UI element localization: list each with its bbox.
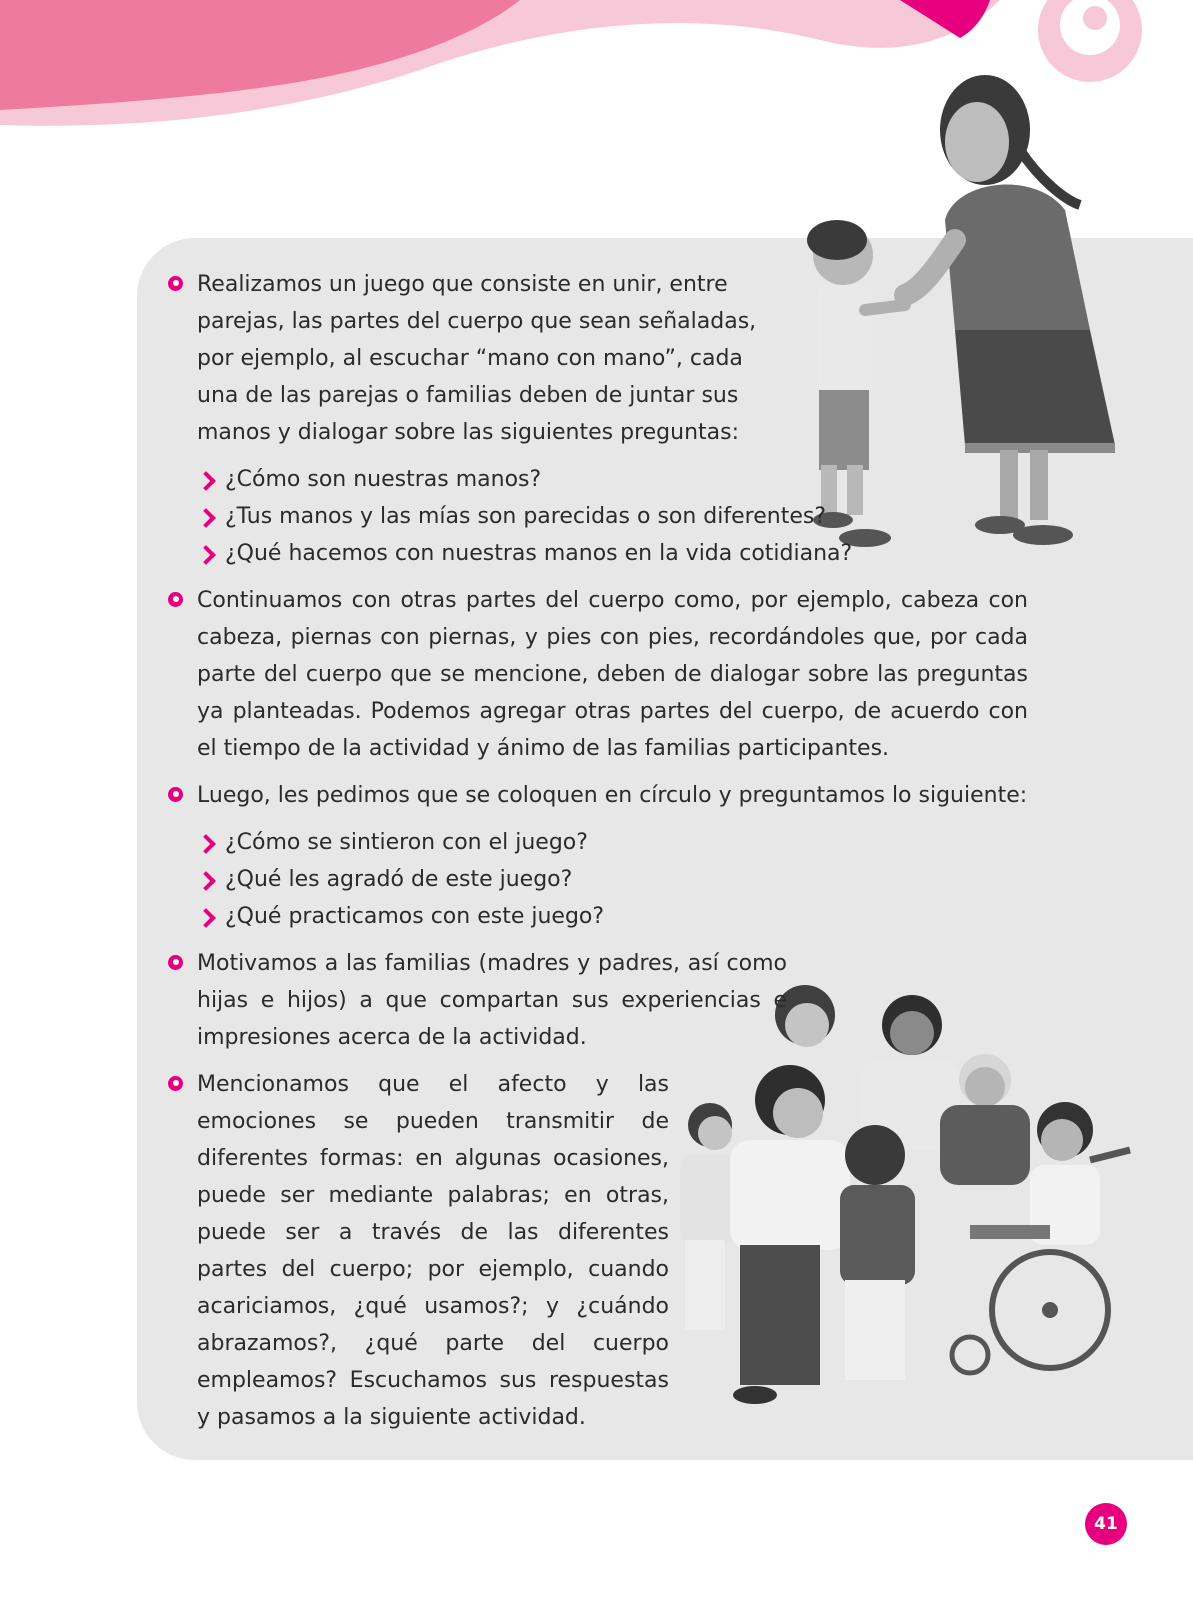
chevron-right-icon	[196, 508, 216, 528]
chevron-right-icon	[196, 471, 216, 491]
activity-instructions	[168, 266, 1028, 1446]
question-item	[197, 898, 1028, 935]
instruction-item	[168, 266, 1028, 572]
chevron-right-icon	[196, 545, 216, 565]
chevron-right-icon	[196, 834, 216, 854]
question-text: ¿Qué hacemos con nuestras manos en la vida cotidiana?	[225, 541, 853, 566]
instruction-text: Motivamos a las familias (madres y padres, así como hijas e hijos) a que compartan sus experiencias e impresiones acerca de la actividad.	[197, 951, 787, 1050]
instruction-item	[168, 582, 1028, 767]
instruction-text: Continuamos con otras partes del cuerpo como, por ejemplo, cabeza con cabeza, piernas con piernas, y pies con pies, recordándoles que, por cada parte del cuerpo que se mencione, deben de dialogar sobre las preguntas ya planteadas. Podemos agregar otras partes del cuerpo, de acuerdo con el tiempo de la actividad y ánimo de las familias participantes.	[197, 588, 1028, 761]
question-item	[197, 861, 1028, 898]
question-text: ¿Cómo se sintieron con el juego?	[225, 830, 588, 855]
bullet-icon	[168, 592, 183, 607]
question-item	[197, 535, 1028, 572]
question-item	[197, 824, 1028, 861]
question-list	[197, 824, 1028, 935]
instruction-item	[168, 945, 1028, 1056]
question-item	[197, 461, 1028, 498]
instruction-text: Luego, les pedimos que se coloquen en círculo y preguntamos lo siguiente:	[197, 783, 1028, 808]
instruction-item	[168, 1066, 1028, 1436]
instruction-item	[168, 777, 1028, 935]
question-text: ¿Qué les agradó de este juego?	[225, 867, 573, 892]
bullet-icon	[168, 1076, 183, 1091]
question-text: ¿Qué practicamos con este juego?	[225, 904, 605, 929]
question-list	[197, 461, 1028, 572]
chevron-right-icon	[196, 871, 216, 891]
bullet-icon	[168, 955, 183, 970]
question-text: ¿Tus manos y las mías son parecidas o son diferentes?	[225, 504, 827, 529]
bullet-icon	[168, 787, 183, 802]
bullet-icon	[168, 276, 183, 291]
instruction-text: Mencionamos que el afecto y las emociones se pueden transmitir de diferentes formas: en algunas ocasiones, puede ser mediante palabras; en otras, puede ser a través de las diferentes partes del cuerpo; por ejemplo, cuando acariciamos, ¿qué usamos?; y ¿cuándo abrazamos?, ¿qué parte del cuerpo empleamos? Escuchamos sus respuestas y pasamos a la siguiente actividad.	[197, 1072, 669, 1430]
chevron-right-icon	[196, 908, 216, 928]
page-number: 41	[1085, 1503, 1127, 1545]
question-text: ¿Cómo son nuestras manos?	[225, 467, 542, 492]
question-item	[197, 498, 1028, 535]
instruction-text: Realizamos un juego que consiste en unir, entre parejas, las partes del cuerpo que sean señaladas, por ejemplo, al escuchar “mano con mano”, cada una de las parejas o familias deben de juntar sus manos y dialogar sobre las siguientes preguntas:	[197, 272, 757, 445]
